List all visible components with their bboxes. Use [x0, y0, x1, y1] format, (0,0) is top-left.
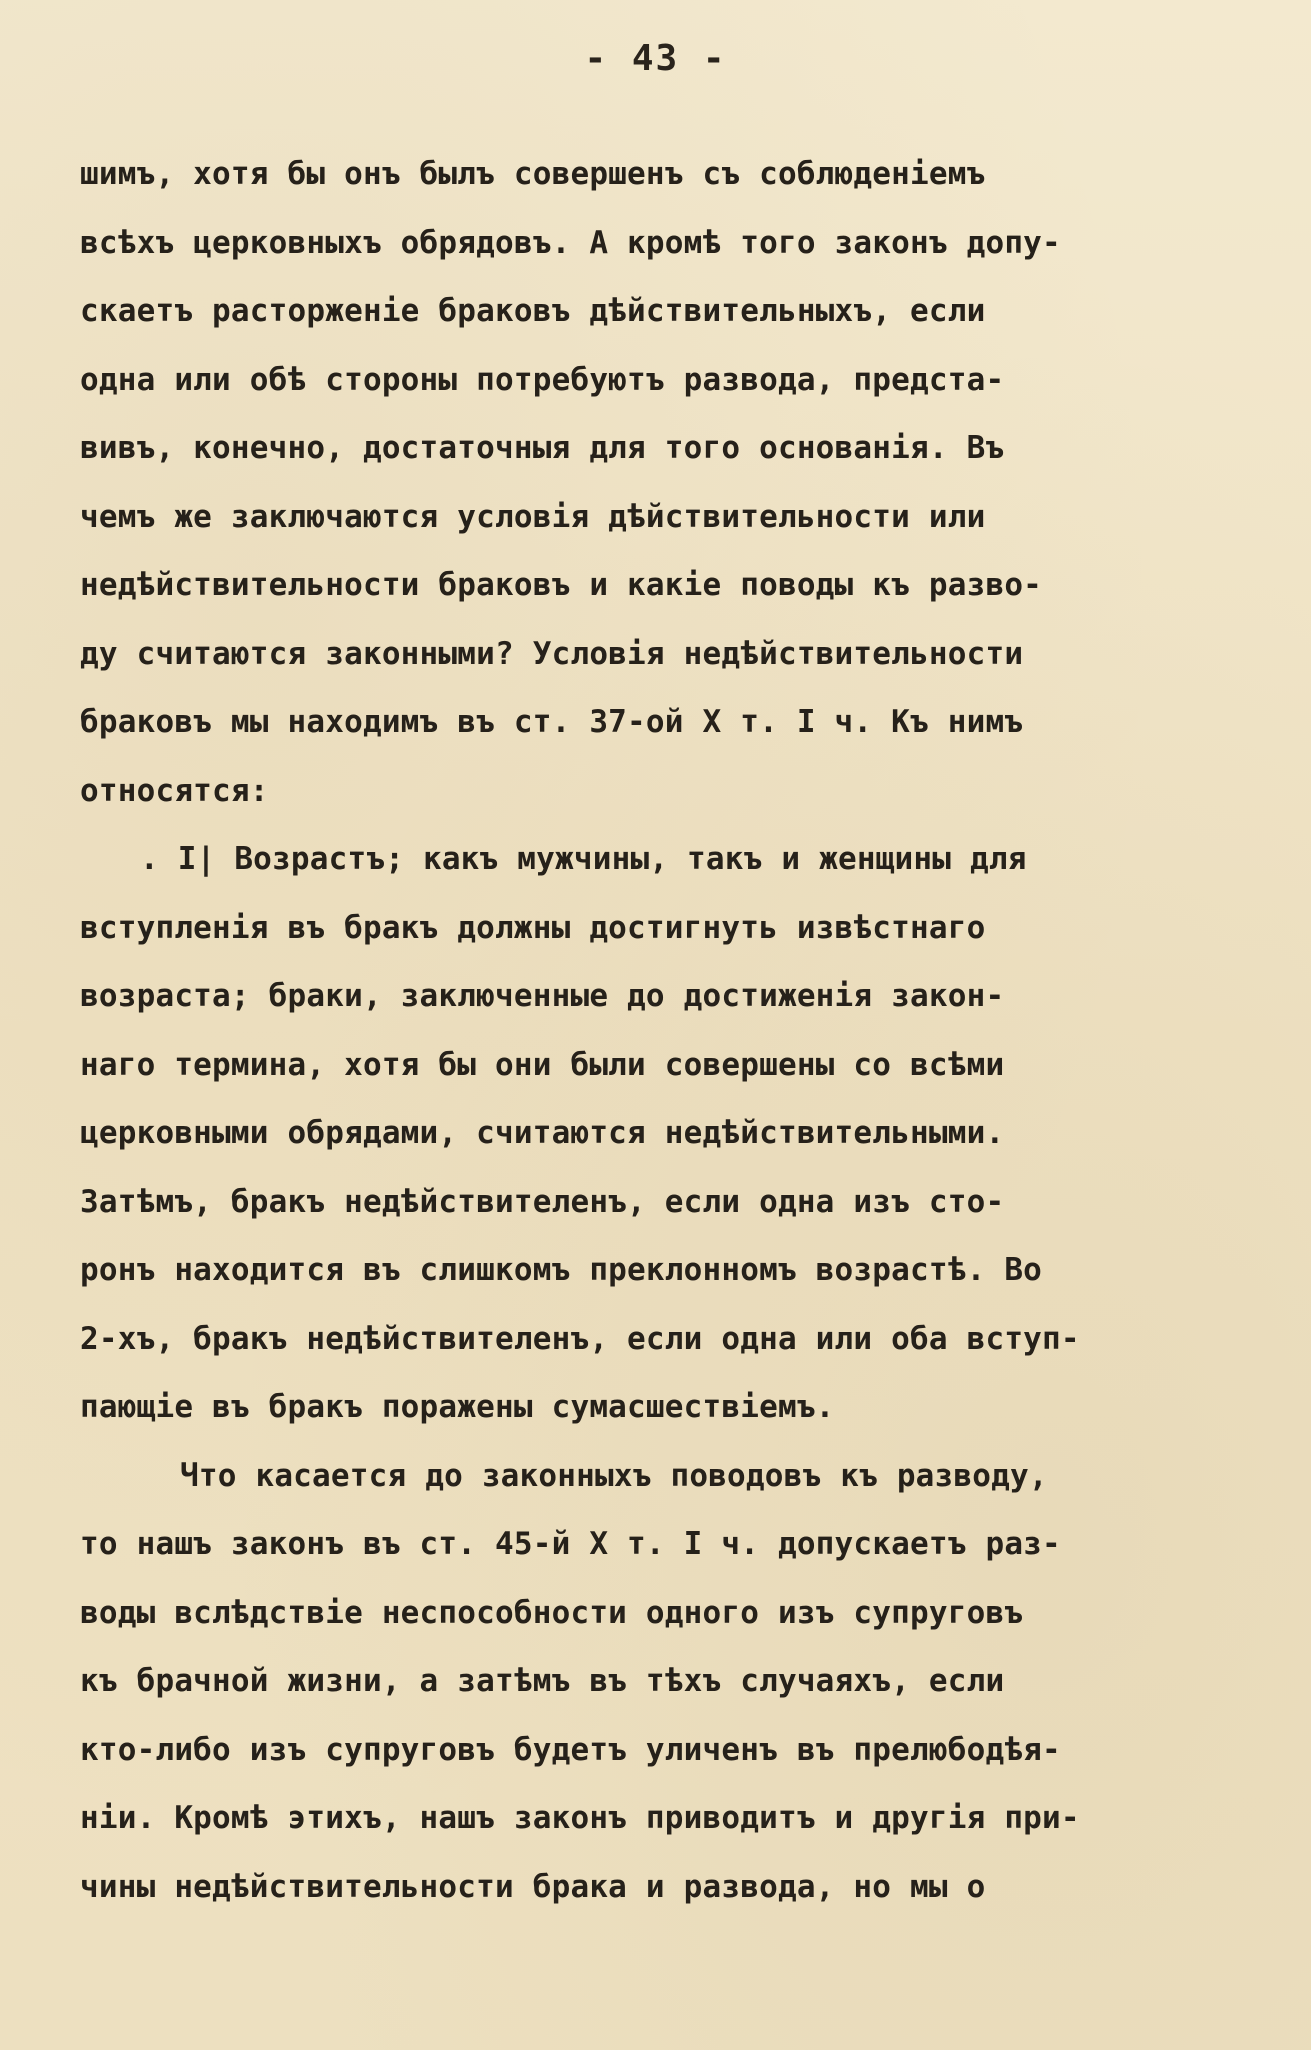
body-text: [80, 140, 1190, 1921]
text-line: ронъ находится въ слишкомъ преклонномъ возрастѣ. Во: [80, 1252, 1043, 1288]
text-line: одна или обѣ стороны потребуютъ развода, предста-: [80, 361, 1005, 398]
text-line: чины недѣйствительности брака и развода, но мы о: [80, 1868, 986, 1905]
text-line: шимъ, хотя бы онъ былъ совершенъ съ соблюденіемъ: [80, 156, 986, 192]
text-line: кто-либо изъ супруговъ будетъ уличенъ въ прелюбодѣя-: [80, 1731, 1061, 1768]
text-line: возраста; браки, заключенные до достиженія закон-: [80, 978, 1005, 1014]
text-line: Что касается до законныхъ поводовъ къ разводу,: [180, 1457, 1048, 1494]
text-line: вивъ, конечно, достаточныя для того основанія. Въ: [80, 430, 1005, 466]
text-line: вступленія въ бракъ должны достигнуть извѣстнаго: [80, 909, 986, 946]
text-line: 2-хъ, бракъ недѣйствителенъ, если одна или оба вступ-: [80, 1320, 1080, 1357]
text-line: чемъ же заключаются условія дѣйствительности или: [80, 498, 986, 535]
text-line: относятся:: [80, 772, 269, 809]
text-line: наго термина, хотя бы они были совершены со всѣми: [80, 1046, 1005, 1083]
text-line: ніи. Кромѣ этихъ, нашъ законъ приводитъ и другія при-: [80, 1800, 1080, 1836]
text-line: пающіе въ бракъ поражены сумасшествіемъ.: [80, 1389, 835, 1425]
page-number: - 43 -: [584, 38, 727, 79]
text-line: браковъ мы находимъ въ ст. 37-ой X т. I ч. Къ нимъ: [80, 704, 1024, 740]
text-line: ду считаются законными? Условія недѣйствительности: [80, 635, 1024, 672]
text-line: воды вслѣдствіе неспособности одного изъ супруговъ: [80, 1594, 1024, 1631]
text-line: скаетъ расторженіе браковъ дѣйствительныхъ, если: [80, 293, 986, 329]
text-line: Затѣмъ, бракъ недѣйствителенъ, если одна изъ сто-: [80, 1183, 1005, 1220]
text-line: церковными обрядами, считаются недѣйствительными.: [80, 1115, 1005, 1151]
text-line: къ брачной жизни, а затѣмъ въ тѣхъ случаяхъ, если: [80, 1663, 1005, 1699]
text-line: всѣхъ церковныхъ обрядовъ. А кромѣ того законъ допу-: [80, 224, 1061, 261]
text-line: недѣйствительности браковъ и какіе поводы къ разво-: [80, 567, 1043, 603]
text-line: то нашъ законъ въ ст. 45-й X т. I ч. допускаетъ раз-: [80, 1526, 1061, 1562]
text-line: . I| Возрастъ; какъ мужчины, такъ и женщины для: [140, 841, 1027, 877]
